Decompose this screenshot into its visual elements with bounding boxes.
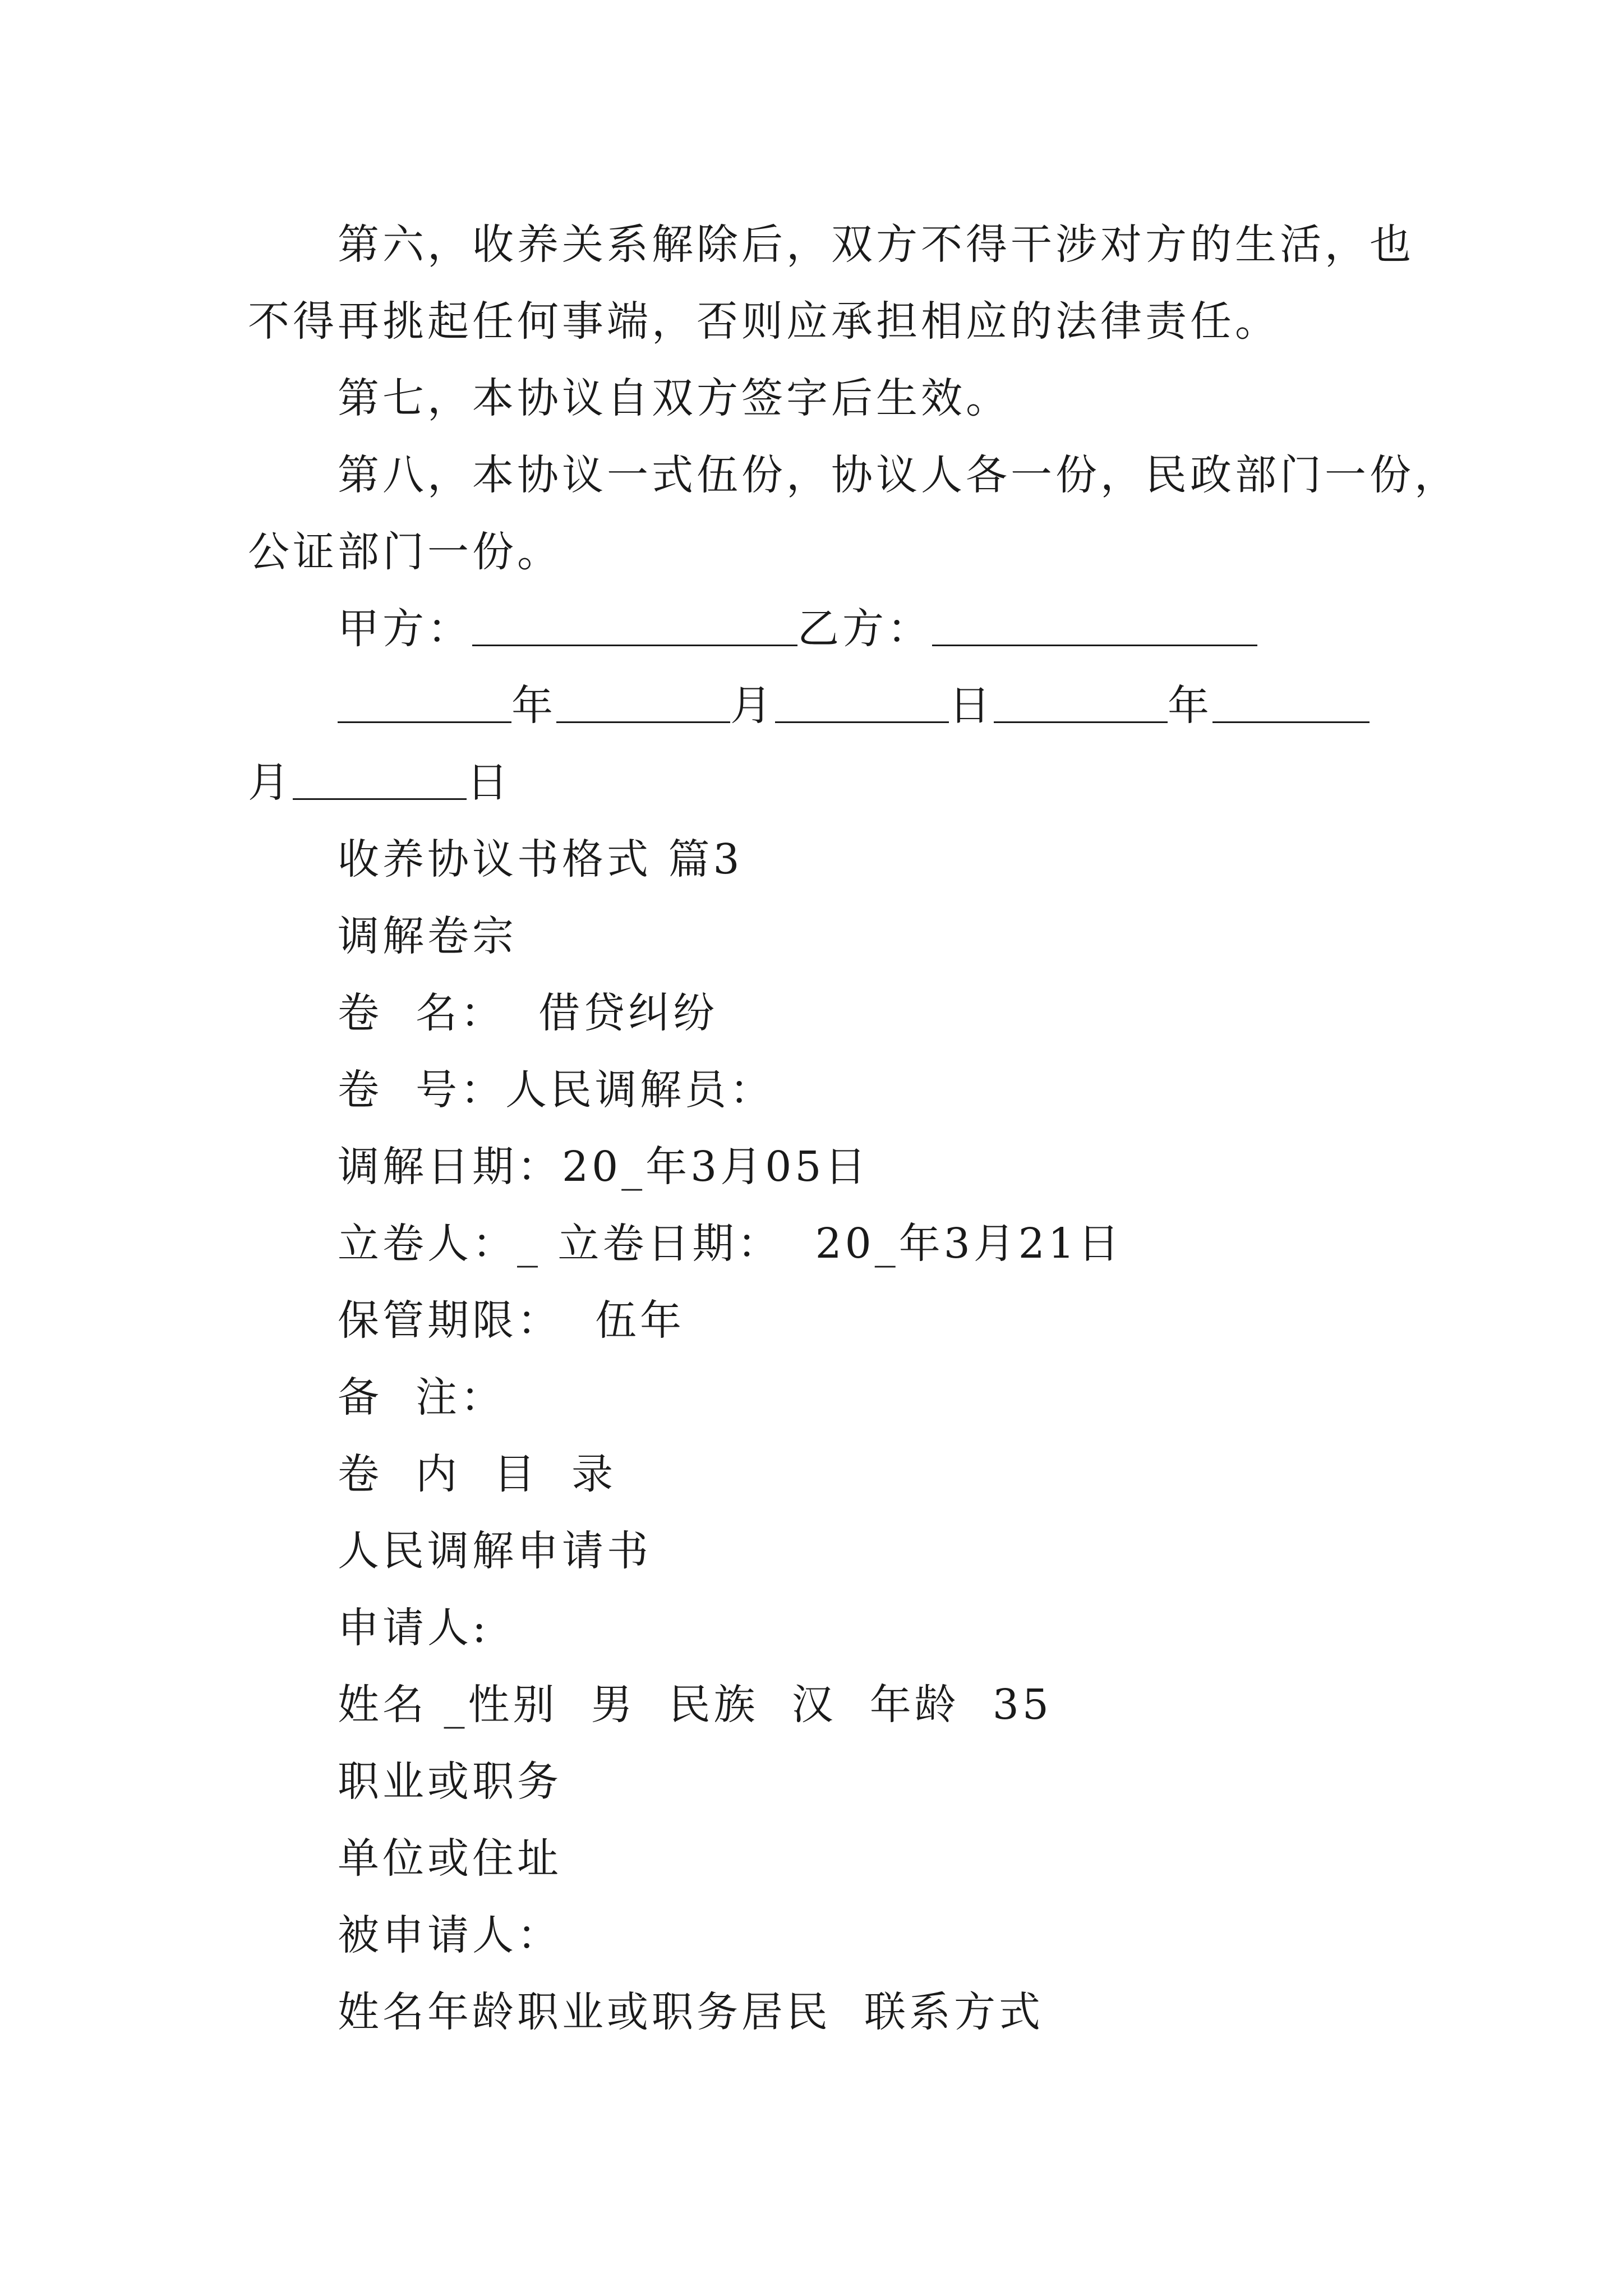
application-title: 人民调解申请书 [338,1527,652,1575]
case-name: 卷 名： 借贷纠纷 [338,989,718,1037]
day-label-b: 日 [467,758,511,807]
applicant-label: 申请人: [338,1604,490,1652]
day-blank-a [775,687,949,723]
retention-period: 保管期限： 伍年 [338,1296,685,1345]
year-blank-b [994,687,1168,723]
party-a-label: 甲方： [338,605,472,653]
mediation-date: 调解日期：20_年3月05日 [338,1143,870,1191]
date-row-1 [338,679,1370,733]
month-blank-a [556,687,730,723]
clause-6-line-2: 不得再挑起任何事端，否则应承担相应的法律责任。 [248,297,1280,346]
respondent-label: 被申请人： [338,1911,562,1959]
applicant-info: 姓名 _性别 男 民族 汉 年龄 35 [338,1681,1052,1729]
remarks: 备 注： [338,1373,506,1421]
address-label: 单位或住址 [338,1834,562,1883]
dossier-title: 调解卷宗 [338,912,517,960]
year-label-b: 年 [1168,682,1212,730]
clause-7: 第七，本协议自双方签字后生效。 [338,374,1011,422]
party-b-blank [932,610,1257,646]
date-row-2 [248,756,511,809]
month-label-a: 月 [730,682,775,730]
filing-info: 立卷人：_ 立卷日期： 20_年3月21日 [338,1220,1123,1268]
clause-8-line-2: 公证部门一份。 [248,528,562,576]
section-title: 收养协议书格式 篇3 [338,835,743,884]
case-number: 卷 号：人民调解员： [338,1066,775,1114]
party-b-label: 乙方： [797,605,932,653]
month-label-b: 月 [248,758,293,807]
clause-8-line-1: 第八，本协议一式伍份，协议人各一份，民政部门一份， [338,451,1459,499]
clause-6-line-1: 第六，收养关系解除后，双方不得干涉对方的生活，也 [338,220,1414,269]
table-of-contents: 卷 内 目 录 [338,1450,617,1498]
year-blank-a [338,687,511,723]
party-a-blank [472,610,797,646]
respondent-info: 姓名年龄职业或职务居民 联系方式 [338,1988,1044,2036]
day-blank-b [293,763,467,800]
month-blank-b [1212,687,1370,723]
year-label-a: 年 [511,682,556,730]
occupation-label: 职业或职务 [338,1757,562,1806]
signature-row [338,602,1257,656]
day-label-a: 日 [949,682,994,730]
